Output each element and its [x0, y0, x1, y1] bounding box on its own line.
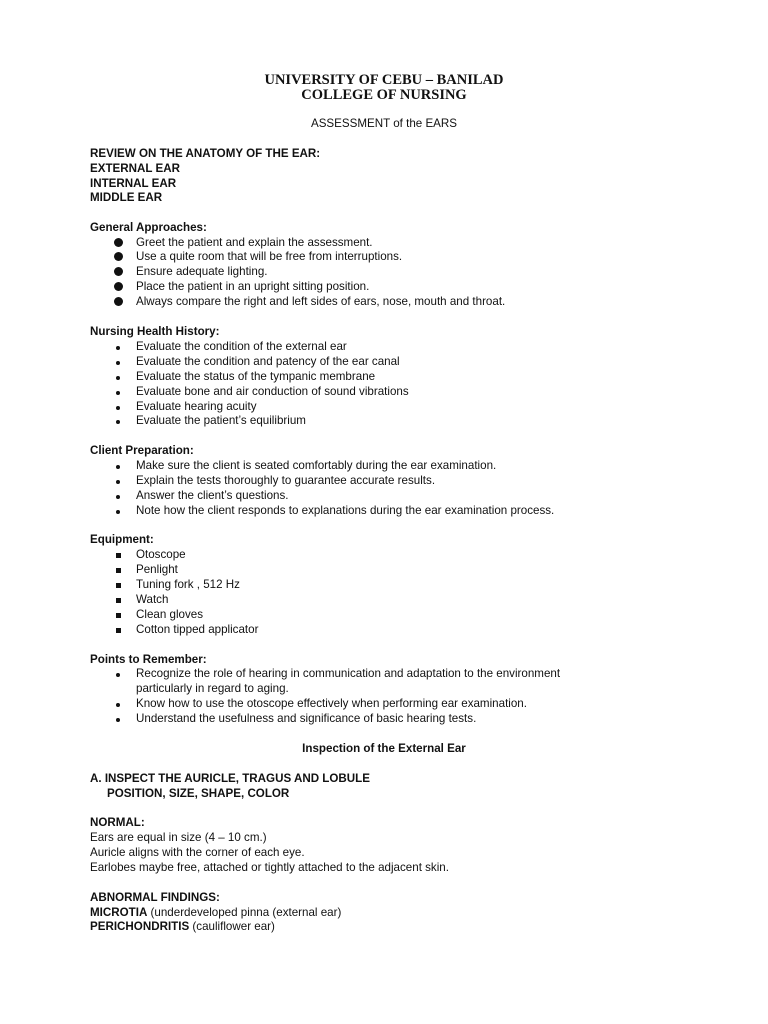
remember-heading: Points to Remember:: [90, 653, 207, 666]
section-a-subheading: POSITION, SIZE, SHAPE, COLOR: [107, 787, 290, 800]
inspection-heading: Inspection of the External Ear: [302, 742, 466, 755]
bullet-icon: [110, 503, 126, 518]
square-bullet-icon: [110, 577, 126, 592]
square-bullet-icon: [110, 547, 126, 562]
bullet-icon: [110, 696, 126, 711]
bullet-icon: [110, 711, 126, 726]
bullet-icon: [110, 249, 126, 265]
preparation-heading: Client Preparation:: [90, 444, 194, 457]
document-title: ASSESSMENT of the EARS: [310, 117, 458, 130]
anatomy-item: INTERNAL EAR: [90, 177, 177, 190]
document-page: UNIVERSITY OF CEBU – BANILAD COLLEGE OF NURSING ASSESSMENT of the EARS REVIEW ON THE ANATOMY OF THE EAR: EXTERNAL EAR INTERNAL EAR MIDDLE EAR General Approaches: Greet the patient and explain the assessment. Use a quite room that will be free from interruptions. Ensure adequate lighting. Place the patient in an upright sitting position. Always compare the right and left sides of ears, nose, mouth and throat. Nursing Health History: Evaluate the condition of the external ear Evaluate the condition and patency of the ear canal Evaluate the status of the tympanic membrane Evaluate bone and air conduction of sound vibrations Evaluate hearing acuity Evaluate the patient’s equilibrium Client Preparation: Make sure the client is seated comfortably during the ear examination. Explain the tests thoroughly to guarantee accurate results. Answer the client’s questions. Note how the client responds to explanations during the ear examination process. Equipment: Otoscope Penlight Tuning fork , 512 Hz Watch Clean gloves Cotton tipped applicator Points to Remember: Recognize the role of hearing in communication and adaptation to the environment particularly in regard to aging. Know how to use the otoscope effectively when performing ear examination. Understand the usefulness and significance of basic hearing tests. Inspection of the External Ear A. INSPECT THE AURICLE, TRAGUS AND LOBULE POSITION, SIZE, SHAPE, COLOR NORMAL: Ears are equal in size (4 – 10 cm.) Auricle aligns with the corner of each eye. Earlobes maybe free, attached or tightly attached to the adjacent skin. ABNORMAL FINDINGS: MICROTIA (underdeveloped pinna (external ear) PERICHONDRITIS (cauliflower ear): [0, 0, 768, 1024]
finding-term: MICROTIA: [90, 906, 148, 919]
square-bullet-icon: [110, 592, 126, 607]
bullet-icon: [110, 488, 126, 503]
bullet-icon: [110, 264, 126, 280]
bullet-icon: [110, 413, 126, 428]
college-name: COLLEGE OF NURSING: [301, 87, 467, 103]
bullet-icon: [110, 354, 126, 369]
abnormal-finding: [90, 919, 275, 934]
bullet-icon: [110, 399, 126, 414]
normal-line: Ears are equal in size (4 – 10 cm.): [90, 831, 267, 844]
normal-line: Auricle aligns with the corner of each eye.: [90, 846, 305, 859]
square-bullet-icon: [110, 607, 126, 622]
anatomy-item: EXTERNAL EAR: [90, 162, 180, 175]
history-heading: Nursing Health History:: [90, 325, 220, 338]
bullet-icon: [110, 384, 126, 399]
finding-description: (underdeveloped pinna (external ear): [147, 906, 342, 919]
anatomy-heading: REVIEW ON THE ANATOMY OF THE EAR:: [90, 147, 321, 160]
bullet-icon: [110, 369, 126, 384]
bullet-icon: [110, 294, 126, 310]
anatomy-item: MIDDLE EAR: [90, 191, 163, 204]
bullet-icon: [110, 458, 126, 473]
finding-description: (cauliflower ear): [189, 920, 275, 933]
bullet-icon: [110, 279, 126, 295]
normal-heading: NORMAL:: [90, 816, 145, 829]
normal-line: Earlobes maybe free, attached or tightly attached to the adjacent skin.: [90, 861, 449, 874]
bullet-icon: [110, 473, 126, 488]
bullet-icon: [110, 666, 126, 681]
equipment-heading: Equipment:: [90, 533, 154, 546]
abnormal-heading: ABNORMAL FINDINGS:: [90, 891, 220, 904]
bullet-icon: [110, 339, 126, 354]
general-heading: General Approaches:: [90, 221, 207, 234]
square-bullet-icon: [110, 562, 126, 577]
abnormal-finding: [90, 905, 341, 920]
square-bullet-icon: [110, 622, 126, 637]
finding-term: PERICHONDRITIS: [90, 920, 190, 933]
section-a-heading: A. INSPECT THE AURICLE, TRAGUS AND LOBULE: [90, 772, 370, 785]
university-name: UNIVERSITY OF CEBU – BANILAD: [264, 72, 504, 88]
